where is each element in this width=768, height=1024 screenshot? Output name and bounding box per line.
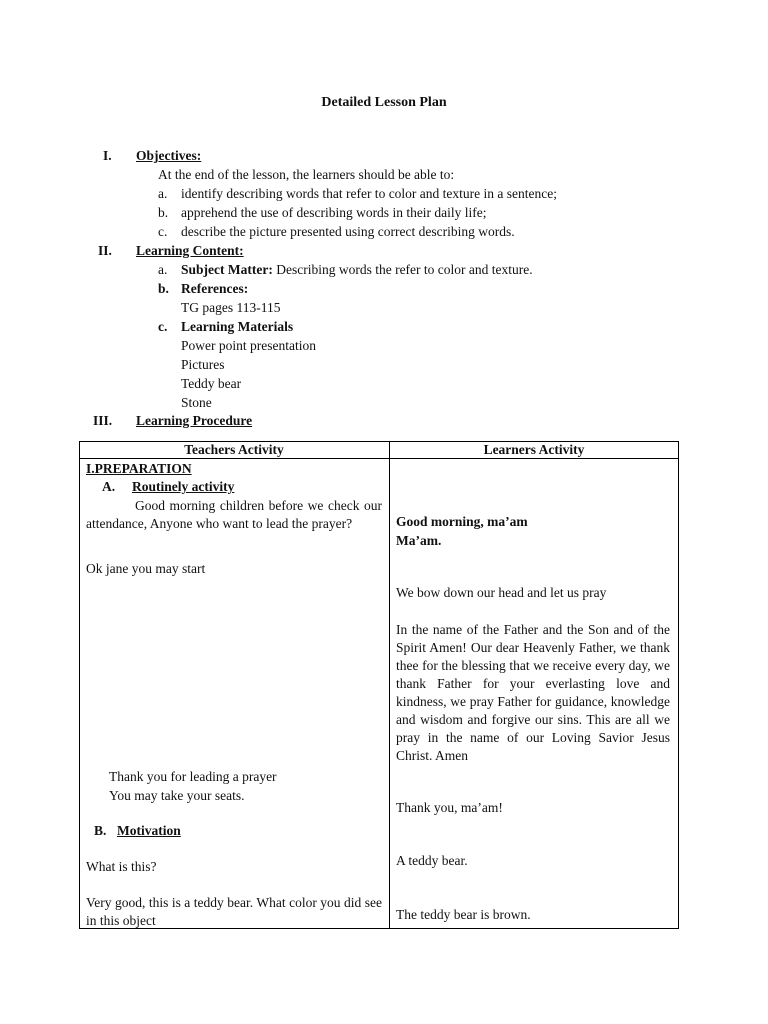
motivation-letter: B.: [94, 823, 107, 838]
subject-letter: a.: [158, 262, 168, 277]
references-label: References:: [181, 281, 249, 296]
material-item: Teddy bear: [181, 376, 242, 391]
subject-matter-text: Describing words the refer to color and texture.: [272, 262, 533, 277]
section-numeral-objectives: I.: [103, 148, 112, 163]
learner-prayer: In the name of the Father and the Son and of the Spirit Amen! Our dear Heavenly Father, we thank thee for the blessing that we receive every day, we thank Father for your everlasting love and kindness, we pray Father for guidance, knowledge and wisdom and forgive our sins. This are all we pray in the name of our Loving Savior Jesus Christ. Amen: [396, 622, 670, 763]
table-header-divider: [79, 458, 679, 459]
objective-text-c: describe the picture presented using correct describing words.: [181, 224, 515, 239]
objective-text-b: apprehend the use of describing words in their daily life;: [181, 205, 487, 220]
objective-letter-a: a.: [158, 186, 168, 201]
subject-matter-line: [181, 262, 533, 278]
learning-procedure-heading: Learning Procedure: [136, 413, 253, 428]
teacher-start-prayer: Ok jane you may start: [86, 561, 206, 576]
subject-matter-label: Subject Matter:: [181, 262, 273, 277]
material-item: Power point presentation: [181, 338, 316, 353]
learner-teddy-bear: A teddy bear.: [396, 853, 468, 868]
teacher-take-seats: You may take your seats.: [109, 788, 245, 803]
material-item: Stone: [181, 395, 212, 410]
routine-letter: A.: [102, 479, 116, 494]
materials-letter: c.: [158, 319, 168, 334]
learner-bow-down: We bow down our head and let us pray: [396, 585, 607, 600]
learner-maam: Ma’am.: [396, 533, 442, 548]
document-title: Detailed Lesson Plan: [321, 95, 447, 110]
motivation-heading: Motivation: [117, 823, 181, 838]
header-teachers-activity: Teachers Activity: [184, 442, 284, 457]
section-numeral-procedure: III.: [93, 413, 113, 428]
section-numeral-content: II.: [98, 243, 112, 258]
header-learners-activity: Learners Activity: [483, 442, 585, 457]
teacher-thanks-prayer: Thank you for leading a prayer: [109, 769, 277, 784]
references-text: TG pages 113-115: [181, 300, 281, 315]
objective-letter-c: c.: [158, 224, 168, 239]
objective-letter-b: b.: [158, 205, 169, 220]
objective-text-a: identify describing words that refer to color and texture in a sentence;: [181, 186, 557, 201]
objectives-heading: Objectives:: [136, 148, 202, 163]
learner-teddy-brown: The teddy bear is brown.: [396, 907, 531, 922]
teacher-greeting: Good morning children before we check our attendance, Anyone who want to lead the prayer?: [86, 498, 382, 531]
references-letter: b.: [158, 281, 169, 296]
learning-content-heading: Learning Content:: [136, 243, 244, 258]
table-column-divider: [389, 441, 390, 929]
material-item: Pictures: [181, 357, 225, 372]
teacher-what-is-this: What is this?: [86, 859, 157, 874]
learner-thank-you: Thank you, ma’am!: [396, 800, 503, 815]
teacher-color-question: Very good, this is a teddy bear. What color you did see in this object: [86, 895, 382, 928]
objectives-intro: At the end of the lesson, the learners should be able to:: [158, 167, 455, 182]
routine-heading: Routinely activity: [132, 479, 235, 494]
learner-greeting: Good morning, ma’am: [396, 514, 528, 529]
materials-label: Learning Materials: [181, 319, 294, 334]
preparation-heading: I.PREPARATION: [86, 461, 192, 476]
